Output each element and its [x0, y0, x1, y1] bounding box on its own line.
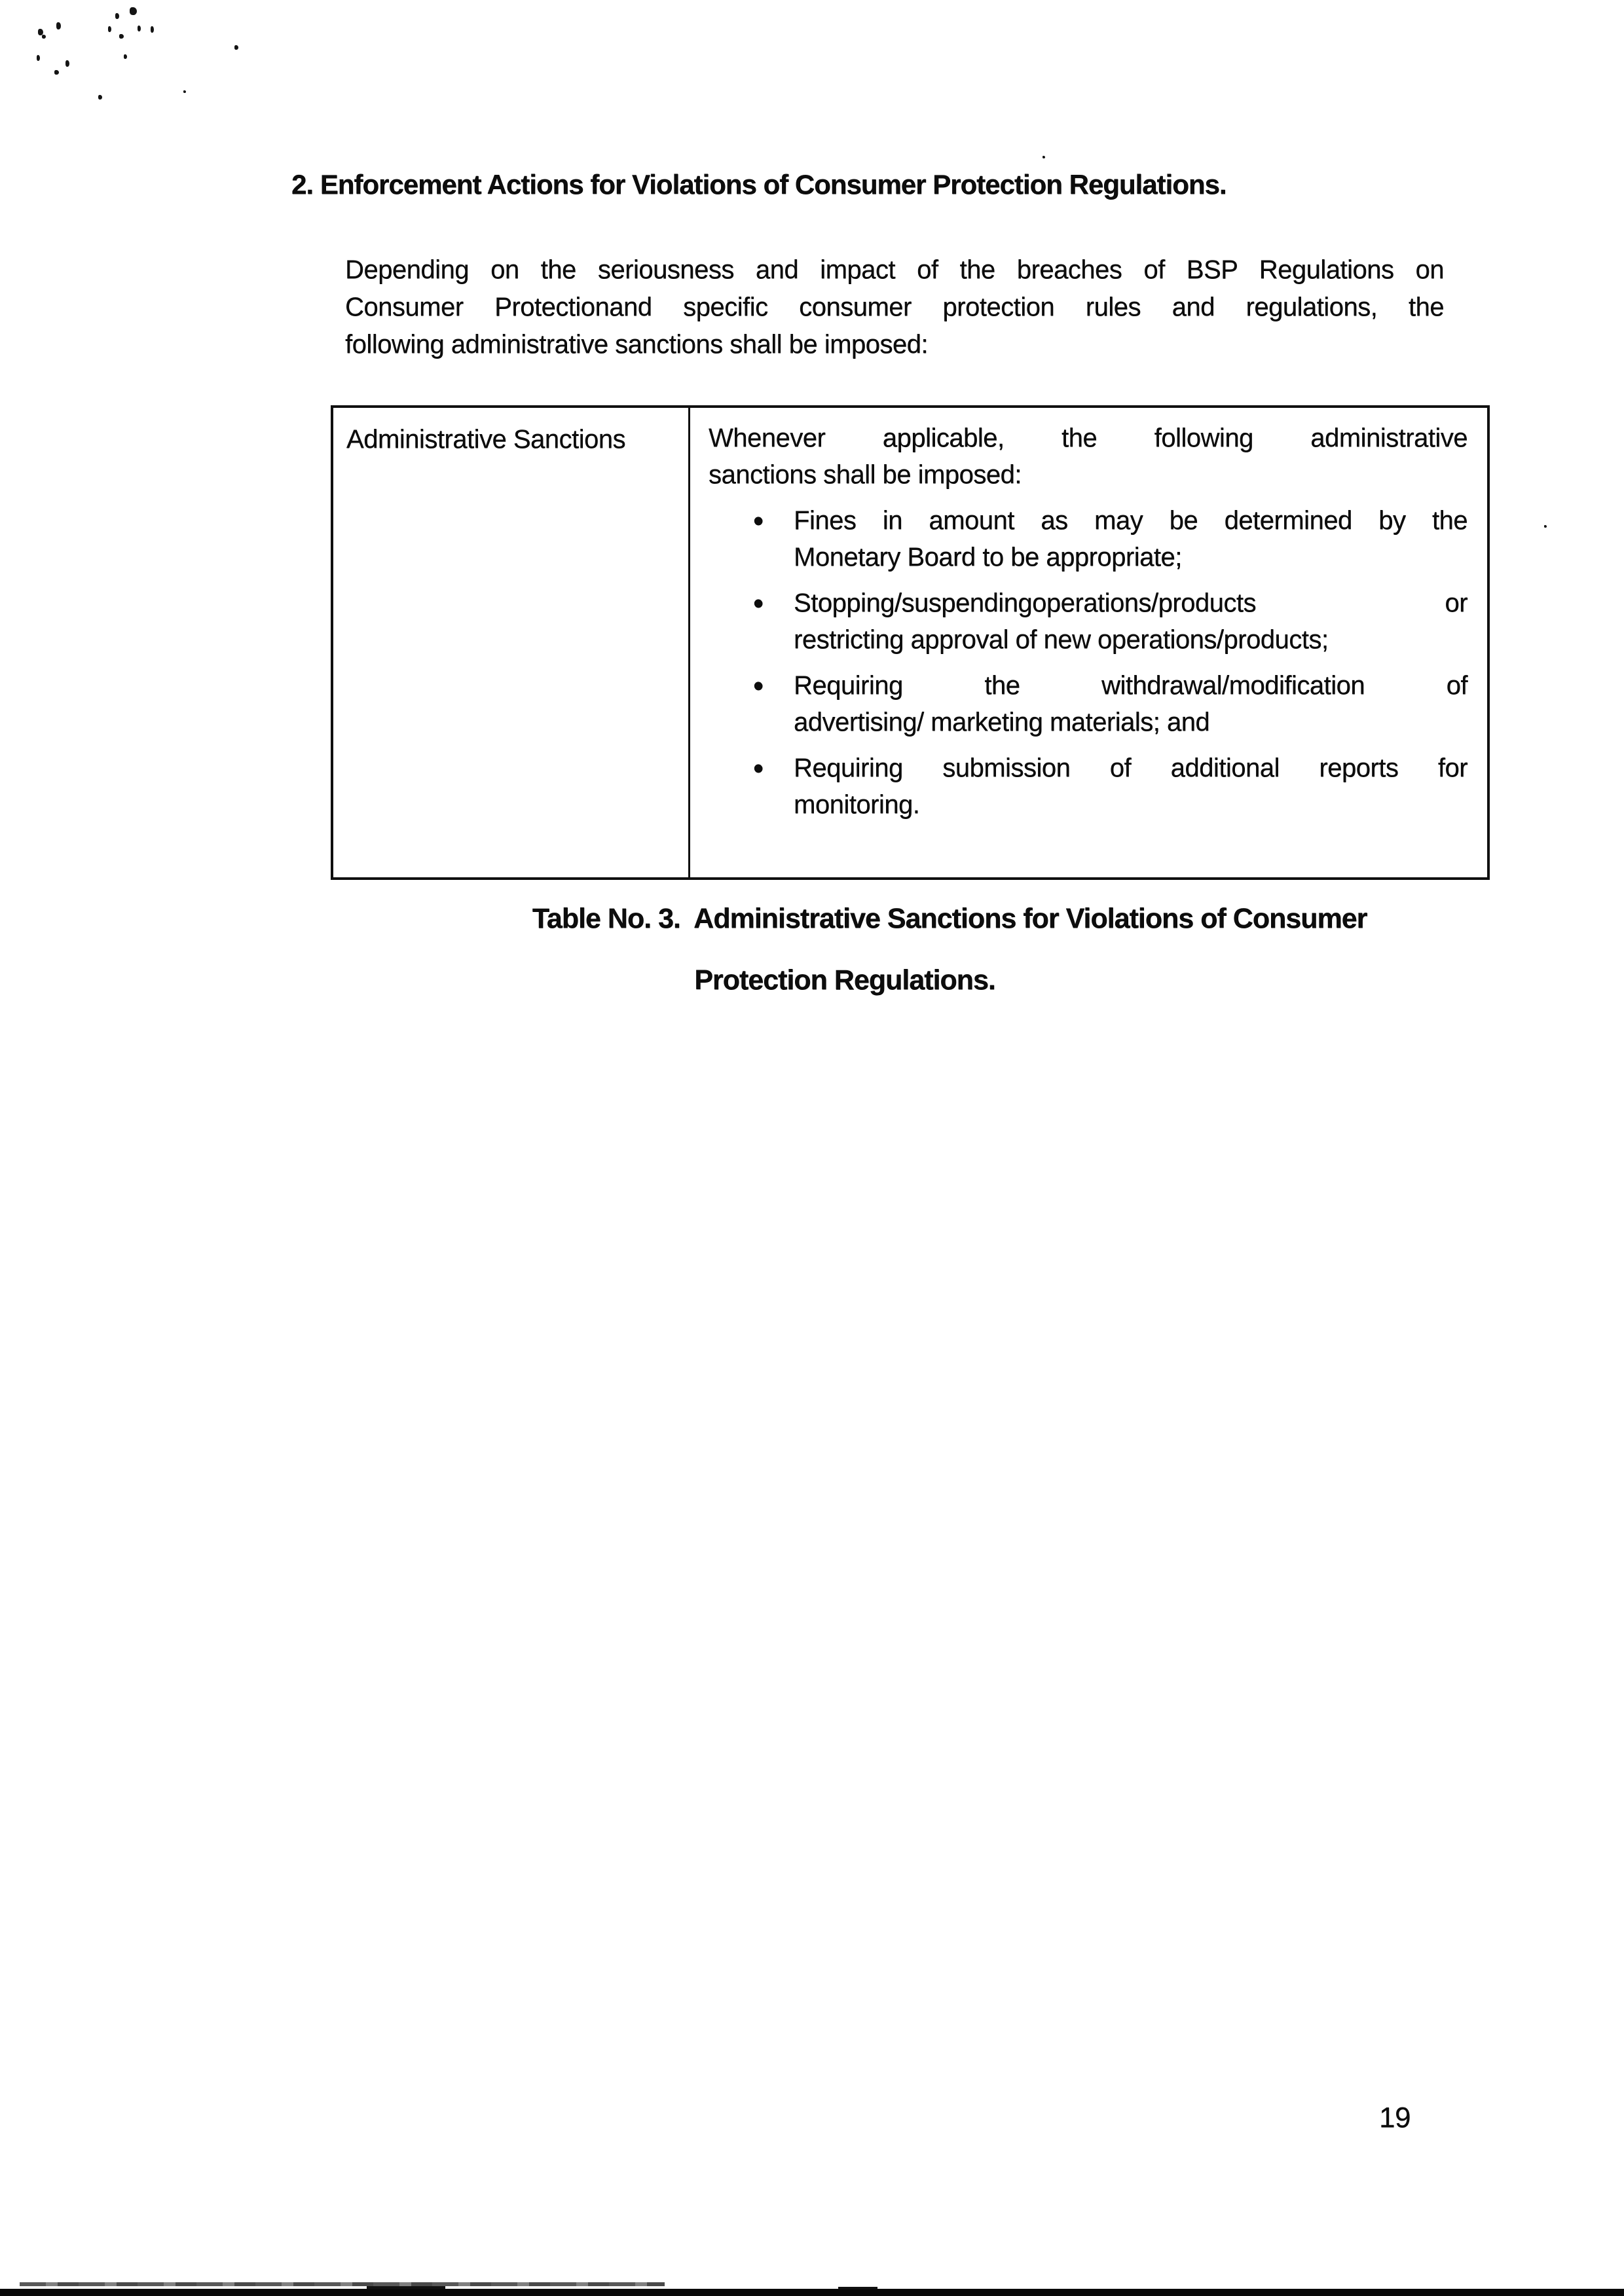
- bullet-line: Fines in amount as may be determined by the: [794, 506, 1467, 535]
- paragraph-line: following administrative sanctions shall be imposed:: [345, 330, 929, 359]
- bullet-text: [794, 750, 1467, 823]
- bullet-item: [709, 585, 1467, 658]
- sanction-type-label: Administrative Sanctions: [346, 425, 625, 454]
- bullet-item: [709, 667, 1467, 740]
- speckle-mark: [124, 54, 127, 59]
- bullet-line: advertising/ marketing materials; and: [794, 708, 1210, 737]
- speckle-mark: [98, 95, 102, 100]
- paragraph-line: Consumer Protectionand specific consumer protection rules and regulations, the: [345, 293, 1444, 321]
- bullet-line: Stopping/suspendingoperations/products or: [794, 589, 1467, 617]
- body-paragraph: [345, 251, 1444, 363]
- speckle-mark: [119, 34, 124, 39]
- scan-edge-line: [20, 2282, 665, 2286]
- bullet-line: restricting approval of new operations/products;: [794, 625, 1329, 654]
- bullet-line: Monetary Board to be appropriate;: [794, 543, 1182, 572]
- speckle-mark: [1043, 156, 1045, 158]
- speckle-mark: [115, 13, 119, 19]
- bullet-line: Requiring submission of additional reports for: [794, 754, 1467, 782]
- speckle-mark: [138, 26, 141, 31]
- bullet-icon: •: [753, 586, 764, 620]
- cell-intro-line: sanctions shall be imposed:: [709, 460, 1022, 489]
- bullet-icon: •: [753, 751, 764, 785]
- bullet-line: monitoring.: [794, 790, 920, 819]
- speckle-mark: [37, 55, 40, 61]
- speckle-mark: [54, 70, 59, 75]
- table-caption: [275, 888, 1624, 1011]
- bullet-text: [794, 667, 1467, 740]
- speckle-mark: [183, 90, 186, 93]
- speckle-mark: [151, 26, 154, 33]
- speckle-mark: [1544, 525, 1547, 528]
- bullet-item: [709, 502, 1467, 575]
- paragraph-line: Depending on the seriousness and impact of the breaches of BSP Regulations on: [345, 255, 1444, 284]
- scan-edge-band: [0, 2289, 1624, 2296]
- speckle-mark: [56, 22, 61, 29]
- bullet-line: Requiring the withdrawal/modification of: [794, 671, 1467, 700]
- table-cell-sanction-details: [690, 408, 1487, 877]
- table-cell-sanction-type: [333, 408, 690, 877]
- caption-line: Table No. 3. Administrative Sanctions for Violations of Consumer: [532, 903, 1367, 934]
- cell-intro-line: Whenever applicable, the following administrative: [709, 424, 1467, 452]
- bullet-icon: •: [753, 668, 764, 702]
- page-number: 19: [1379, 2102, 1411, 2134]
- bullet-icon: •: [753, 503, 764, 538]
- bullet-item: [709, 750, 1467, 823]
- section-heading: 2. Enforcement Actions for Violations of Consumer Protection Regulations.: [291, 169, 1227, 200]
- speckle-mark: [42, 35, 46, 39]
- speckle-mark: [130, 7, 137, 15]
- sanctions-table: [331, 405, 1490, 880]
- speckle-mark: [234, 45, 238, 50]
- bullet-text: [794, 502, 1467, 575]
- speckle-mark: [108, 26, 111, 32]
- bullet-list: [709, 502, 1467, 823]
- bullet-text: [794, 585, 1467, 658]
- caption-line: Protection Regulations.: [694, 964, 995, 996]
- speckle-mark: [65, 60, 69, 67]
